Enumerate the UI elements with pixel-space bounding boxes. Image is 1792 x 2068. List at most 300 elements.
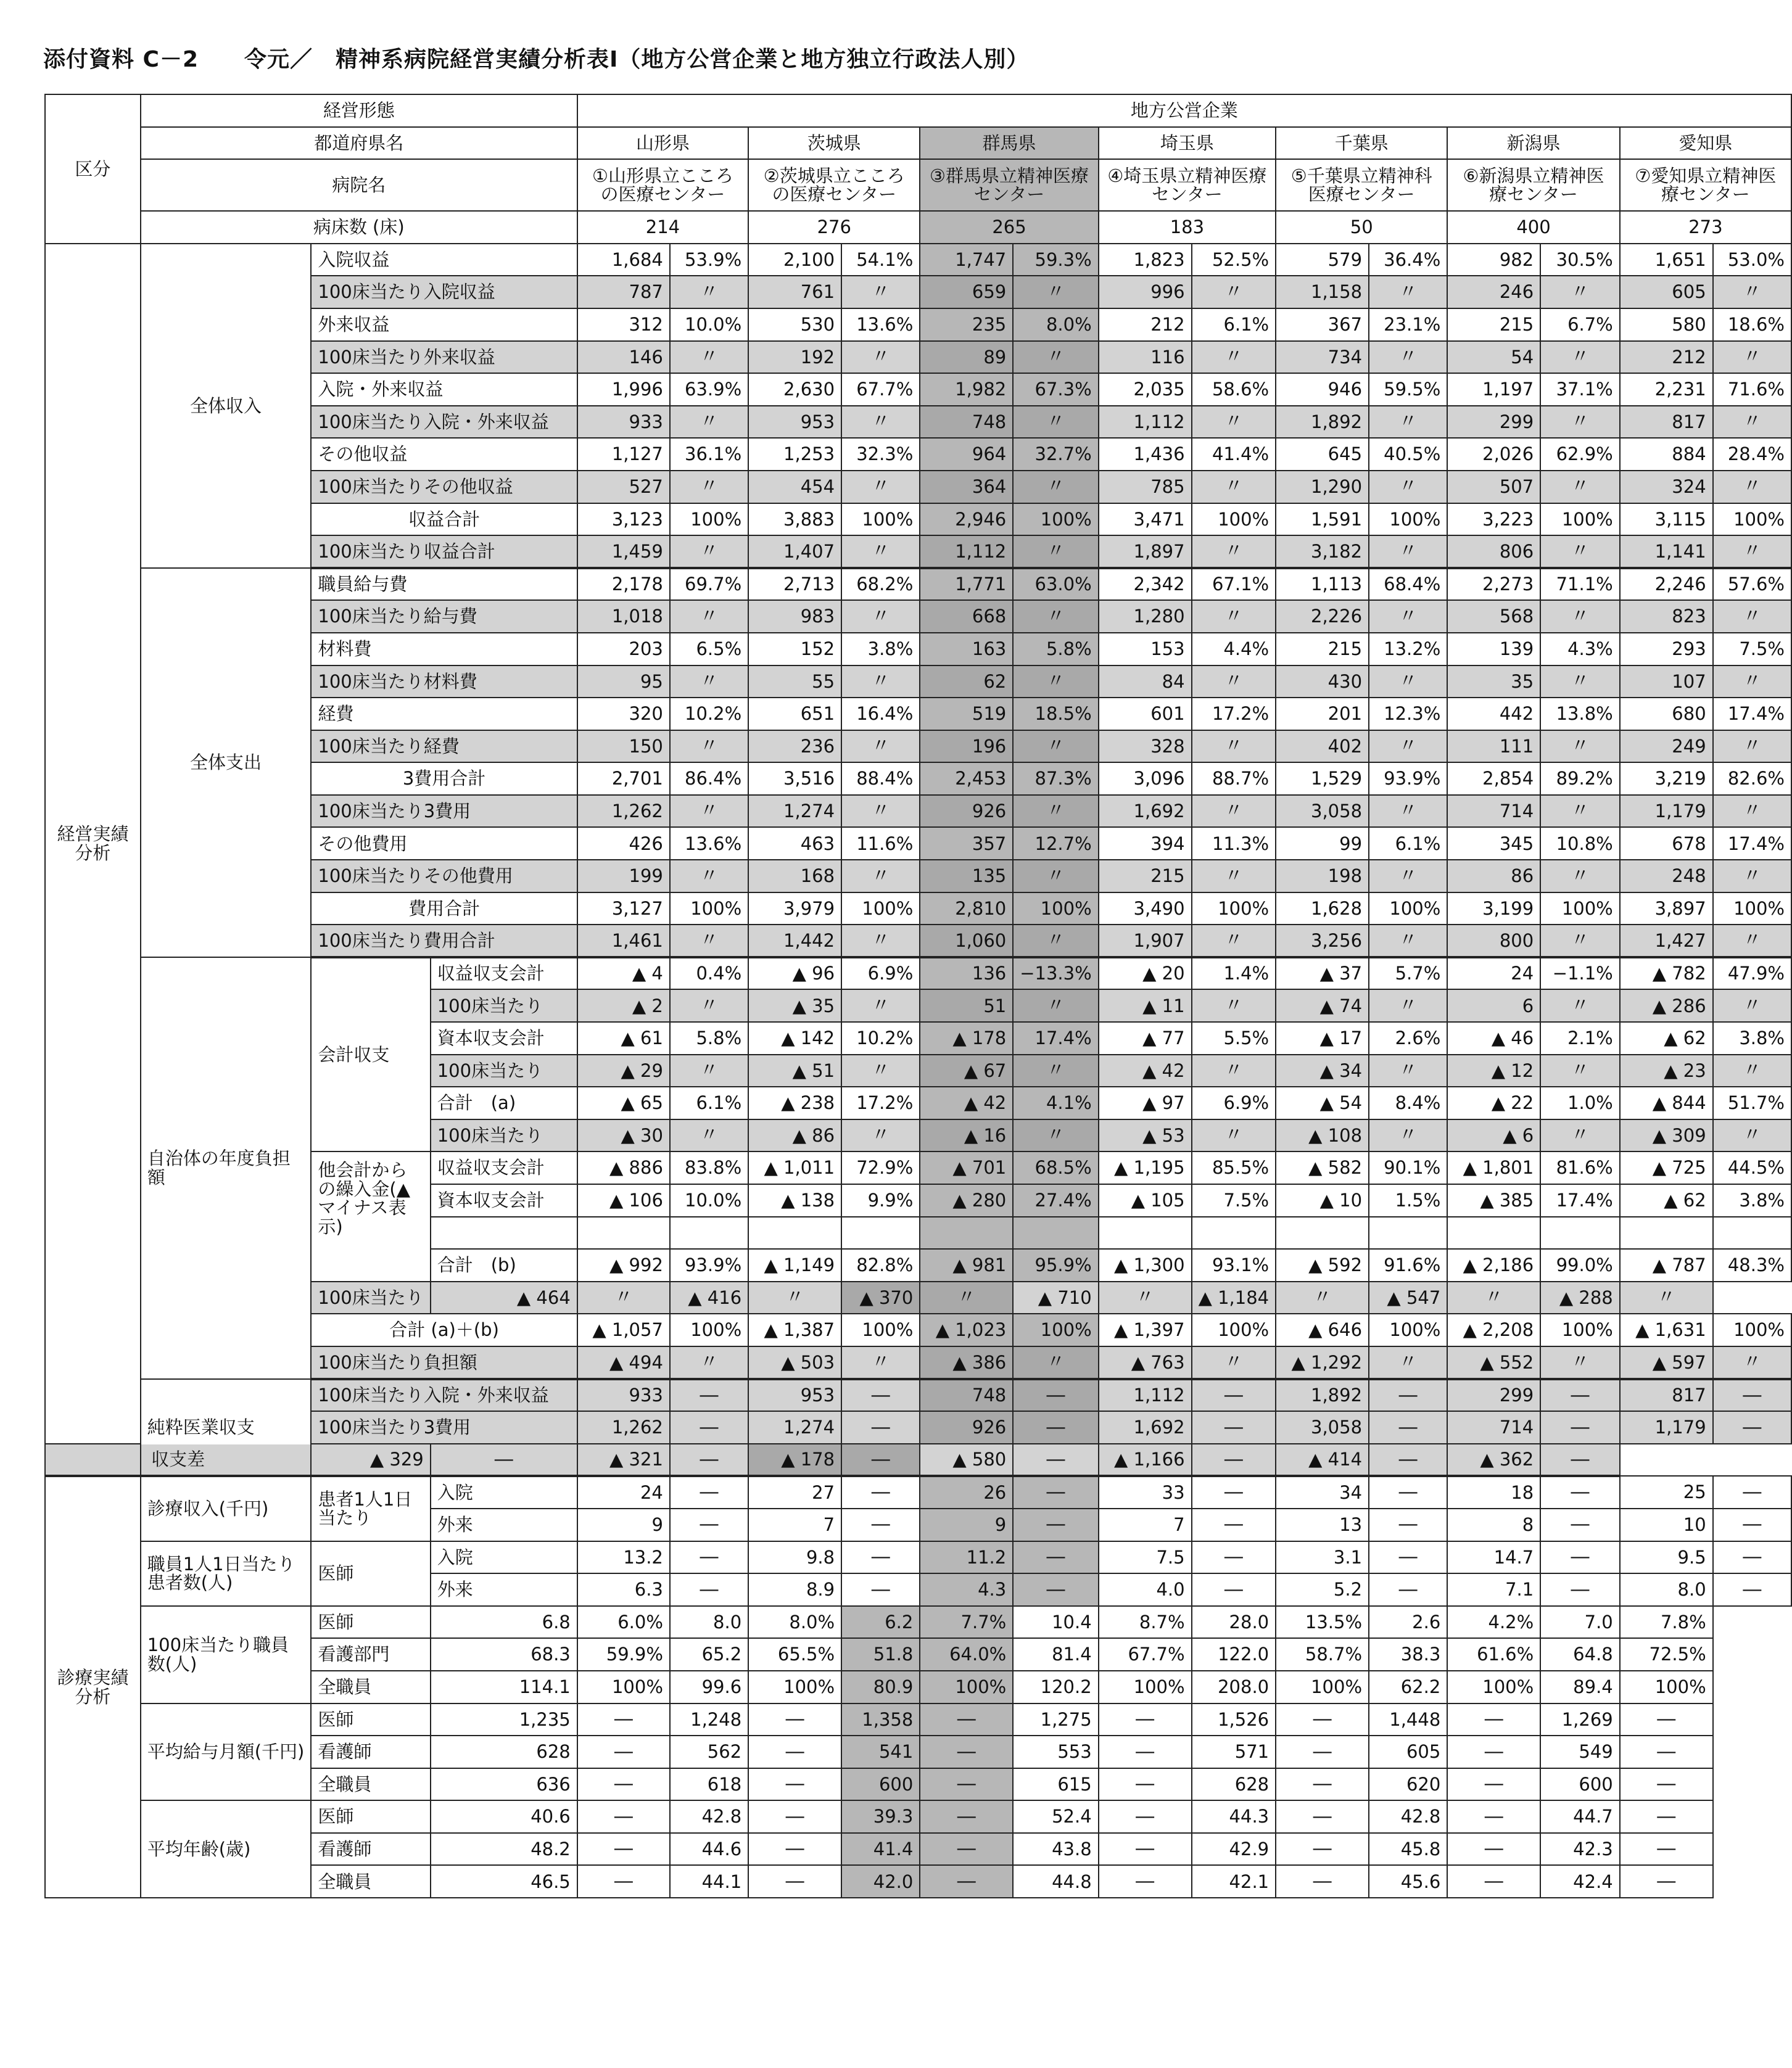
- ratio-cell: 3.8%: [1713, 1022, 1791, 1055]
- value-cell: 2,246: [1620, 568, 1713, 601]
- ratio-cell: 53.9%: [670, 244, 748, 276]
- ratio-cell: 68.5%: [1013, 1151, 1098, 1184]
- ratio-cell: 59.5%: [1369, 373, 1447, 406]
- value-cell: 55: [748, 665, 841, 698]
- ratio-cell: ―: [920, 1736, 1013, 1768]
- value-cell: 3,897: [1620, 892, 1713, 925]
- ratio-cell: 23.1%: [1369, 308, 1447, 341]
- ratio-cell: ―: [1192, 1541, 1276, 1574]
- ratio-cell: ―: [670, 1444, 748, 1477]
- value-cell: 7: [1099, 1509, 1192, 1541]
- value-cell: 13.2: [577, 1541, 670, 1574]
- ratio-cell: 12.7%: [1013, 827, 1098, 860]
- group-jichitai-futan: 自治体の年度負担額: [141, 957, 312, 1379]
- ratio-cell: 58.6%: [1192, 373, 1276, 406]
- value-cell: 54: [1447, 341, 1540, 374]
- ratio-cell: 〃: [841, 925, 920, 957]
- ratio-cell: 〃: [1013, 665, 1098, 698]
- ratio-cell: 44.5%: [1713, 1151, 1791, 1184]
- ratio-cell: 13.5%: [1276, 1606, 1369, 1639]
- value-cell: 2,226: [1276, 600, 1369, 633]
- ratio-cell: 17.2%: [841, 1087, 920, 1119]
- value-cell: 2,713: [748, 568, 841, 601]
- value-cell: 44.7: [1540, 1800, 1620, 1833]
- value-cell: 3,223: [1447, 503, 1540, 536]
- value-cell: 42.0: [841, 1865, 920, 1898]
- ratio-cell: ―: [841, 1573, 920, 1606]
- value-cell: 345: [1447, 827, 1540, 860]
- table-row: [45, 1379, 1791, 1412]
- ratio-cell: ―: [577, 1703, 670, 1736]
- ratio-cell: 100%: [1369, 892, 1447, 925]
- ratio-cell: 88.7%: [1192, 762, 1276, 795]
- ratio-cell: 〃: [1013, 795, 1098, 828]
- value-cell: 7.5: [1099, 1541, 1192, 1574]
- value-cell: ▲ 286: [1620, 989, 1713, 1022]
- value-cell: 884: [1620, 438, 1713, 471]
- row-label: 100床当たり給与費: [311, 600, 577, 633]
- ratio-cell: 6.7%: [1540, 308, 1620, 341]
- ratio-cell: 〃: [841, 795, 920, 828]
- value-cell: ▲ 142: [748, 1022, 841, 1055]
- value-cell: ▲ 62: [1620, 1022, 1713, 1055]
- ratio-cell: 〃: [1192, 276, 1276, 308]
- value-cell: 196: [920, 730, 1013, 763]
- ratio-cell: 64.0%: [920, 1638, 1013, 1671]
- header-pref: 愛知県: [1620, 127, 1791, 160]
- header-bed-count: 276: [748, 211, 920, 244]
- value-cell: 14.7: [1447, 1541, 1540, 1574]
- ratio-cell: 86.4%: [670, 762, 748, 795]
- value-cell: 3,883: [748, 503, 841, 536]
- value-cell: 983: [748, 600, 841, 633]
- row-label: 100床当たり入院収益: [311, 276, 577, 308]
- ratio-cell: ―: [1276, 1800, 1369, 1833]
- ratio-cell: ―: [1620, 1736, 1713, 1768]
- value-cell: ▲ 494: [577, 1346, 670, 1379]
- ratio-cell: 〃: [670, 665, 748, 698]
- value-cell: 3,471: [1099, 503, 1192, 536]
- ratio-cell: 〃: [1013, 1119, 1098, 1152]
- value-cell: 8.0: [1620, 1573, 1713, 1606]
- value-cell: ▲ 464: [431, 1282, 577, 1314]
- value-cell: ▲ 280: [920, 1184, 1013, 1217]
- ratio-cell: ―: [841, 1509, 920, 1541]
- ratio-cell: 100%: [1276, 1671, 1369, 1703]
- value-cell: 2,178: [577, 568, 670, 601]
- row-label: 100床当たり入院・外来収益: [311, 406, 577, 439]
- ratio-cell: 87.3%: [1013, 762, 1098, 795]
- value-cell: 364: [920, 471, 1013, 503]
- ratio-cell: 82.8%: [841, 1249, 920, 1282]
- value-cell: ▲ 42: [1099, 1055, 1192, 1087]
- value-cell: 65.2: [670, 1638, 748, 1671]
- ratio-cell: 〃: [841, 276, 920, 308]
- ratio-cell: ―: [577, 1800, 670, 1833]
- ratio-cell: 41.4%: [1192, 438, 1276, 471]
- value-cell: 44.3: [1192, 1800, 1276, 1833]
- ratio-cell: 85.5%: [1192, 1151, 1276, 1184]
- ratio-cell: 〃: [1713, 925, 1791, 957]
- value-cell: 199: [577, 860, 670, 892]
- ratio-cell: 〃: [1013, 1346, 1098, 1379]
- value-cell: 6.2: [841, 1606, 920, 1639]
- group-takaikei-kurire: 他会計からの繰入金(▲マイナス表示): [311, 1151, 430, 1281]
- ratio-cell: 10.8%: [1540, 827, 1620, 860]
- value-cell: 568: [1447, 600, 1540, 633]
- table-row: [45, 1476, 1791, 1509]
- ratio-cell: 〃: [577, 1282, 670, 1314]
- value-cell: 3,256: [1276, 925, 1369, 957]
- value-cell: 394: [1099, 827, 1192, 860]
- value-cell: 659: [920, 276, 1013, 308]
- ratio-cell: 〃: [1192, 535, 1276, 568]
- value-cell: ▲ 386: [920, 1346, 1013, 1379]
- ratio-cell: 5.8%: [670, 1022, 748, 1055]
- table-row: [45, 1541, 1791, 1574]
- value-cell: 146: [577, 341, 670, 374]
- value-cell: 3,127: [577, 892, 670, 925]
- value-cell: ▲ 580: [920, 1444, 1013, 1477]
- value-cell: 1,127: [577, 438, 670, 471]
- value-cell: 299: [1447, 406, 1540, 439]
- value-cell: 1,112: [1099, 1379, 1192, 1412]
- value-cell: ▲ 51: [748, 1055, 841, 1087]
- ratio-cell: 〃: [841, 730, 920, 763]
- ratio-cell: 7.5%: [1192, 1184, 1276, 1217]
- value-cell: 212: [1099, 308, 1192, 341]
- row-label: 合計 (b): [431, 1249, 577, 1282]
- ratio-cell: 〃: [841, 665, 920, 698]
- ratio-cell: 〃: [1369, 600, 1447, 633]
- ratio-cell: 27.4%: [1013, 1184, 1098, 1217]
- ratio-cell: 63.0%: [1013, 568, 1098, 601]
- value-cell: ▲ 725: [1620, 1151, 1713, 1184]
- value-cell: 11.2: [920, 1541, 1013, 1574]
- ratio-cell: 4.1%: [1013, 1087, 1098, 1119]
- ratio-cell: ―: [748, 1800, 841, 1833]
- ratio-cell: ―: [1620, 1768, 1713, 1801]
- ratio-cell: ―: [1713, 1379, 1791, 1412]
- ratio-cell: 〃: [1713, 276, 1791, 308]
- ratio-cell: 67.3%: [1013, 373, 1098, 406]
- header-bed-count: 400: [1447, 211, 1619, 244]
- value-cell: 27: [748, 1476, 841, 1509]
- ratio-cell: 100%: [1540, 503, 1620, 536]
- value-cell: 6.8: [431, 1606, 577, 1639]
- value-cell: ▲ 787: [1620, 1249, 1713, 1282]
- ratio-cell: 〃: [670, 925, 748, 957]
- value-cell: ▲ 62: [1620, 1184, 1713, 1217]
- ratio-cell: [1540, 1217, 1620, 1250]
- ratio-cell: 〃: [1713, 535, 1791, 568]
- value-cell: 8.0: [670, 1606, 748, 1639]
- ratio-cell: ―: [1013, 1379, 1098, 1412]
- value-cell: 933: [577, 1379, 670, 1412]
- value-cell: 44.1: [670, 1865, 748, 1898]
- ratio-cell: ―: [841, 1476, 920, 1509]
- ratio-cell: ―: [670, 1476, 748, 1509]
- row-label: 看護部門: [311, 1638, 430, 1671]
- ratio-cell: ―: [841, 1379, 920, 1412]
- value-cell: 982: [1447, 244, 1540, 276]
- value-cell: ▲ 67: [920, 1055, 1013, 1087]
- ratio-cell: 6.1%: [1369, 827, 1447, 860]
- value-cell: 402: [1276, 730, 1369, 763]
- value-cell: 926: [920, 1411, 1013, 1444]
- value-cell: ▲ 503: [748, 1346, 841, 1379]
- ratio-cell: ―: [1013, 1509, 1098, 1541]
- ratio-cell: 52.5%: [1192, 244, 1276, 276]
- row-label: 100床当たり材料費: [311, 665, 577, 698]
- value-cell: 215: [1099, 860, 1192, 892]
- ratio-cell: 〃: [841, 535, 920, 568]
- group-kaikei-shushi: 会計収支: [311, 957, 430, 1152]
- value-cell: 153: [1099, 633, 1192, 665]
- header-bed-count: 50: [1276, 211, 1447, 244]
- value-cell: ▲ 1,801: [1447, 1151, 1540, 1184]
- value-cell: 1,060: [920, 925, 1013, 957]
- ratio-cell: 〃: [1192, 795, 1276, 828]
- value-cell: ▲ 16: [920, 1119, 1013, 1152]
- ratio-cell: 〃: [1192, 1055, 1276, 1087]
- row-label: 看護師: [311, 1736, 430, 1768]
- ratio-cell: ―: [1713, 1411, 1791, 1444]
- ratio-cell: 11.6%: [841, 827, 920, 860]
- value-cell: 1,526: [1192, 1703, 1276, 1736]
- ratio-cell: ―: [577, 1736, 670, 1768]
- header-pref: 新潟県: [1447, 127, 1619, 160]
- ratio-cell: 82.6%: [1713, 762, 1791, 795]
- ratio-cell: 71.6%: [1713, 373, 1791, 406]
- ratio-cell: 57.6%: [1713, 568, 1791, 601]
- ratio-cell: 17.4%: [1540, 1184, 1620, 1217]
- ratio-cell: ―: [748, 1736, 841, 1768]
- row-label: 外来: [431, 1509, 577, 1541]
- header-row-pref: [45, 127, 1791, 160]
- ratio-cell: 54.1%: [841, 244, 920, 276]
- value-cell: 426: [577, 827, 670, 860]
- value-cell: 2,100: [748, 244, 841, 276]
- table-row: [45, 568, 1791, 601]
- group-shinryo-shunyu: 診療収入(千円): [141, 1476, 312, 1541]
- ratio-cell: 40.5%: [1369, 438, 1447, 471]
- value-cell: 1,996: [577, 373, 670, 406]
- value-cell: 9.5: [1620, 1541, 1713, 1574]
- ratio-cell: ―: [1447, 1833, 1540, 1866]
- value-cell: 42.4: [1540, 1865, 1620, 1898]
- value-cell: ▲ 782: [1620, 957, 1713, 990]
- value-cell: 25: [1620, 1476, 1713, 1509]
- ratio-cell: 5.5%: [1192, 1022, 1276, 1055]
- ratio-cell: 〃: [748, 1282, 841, 1314]
- ratio-cell: 1.4%: [1192, 957, 1276, 990]
- value-cell: 1,253: [748, 438, 841, 471]
- ratio-cell: ―: [1099, 1800, 1192, 1833]
- ratio-cell: ―: [1276, 1736, 1369, 1768]
- value-cell: ▲ 74: [1276, 989, 1369, 1022]
- header-hospital-name: ②茨城県立こころの医療センター: [748, 159, 920, 211]
- header-hospital-name: ⑦愛知県立精神医療センター: [1620, 159, 1791, 211]
- row-label: 合計 (a)＋(b): [311, 1314, 577, 1346]
- ratio-cell: 7.5%: [1713, 633, 1791, 665]
- value-cell: 1,179: [1620, 795, 1713, 828]
- value-cell: 212: [1620, 341, 1713, 374]
- ratio-cell: 〃: [1540, 795, 1620, 828]
- ratio-cell: 100%: [1713, 1314, 1791, 1346]
- value-cell: 541: [841, 1736, 920, 1768]
- value-cell: ▲ 1,057: [577, 1314, 670, 1346]
- value-cell: 249: [1620, 730, 1713, 763]
- ratio-cell: 100%: [841, 1314, 920, 1346]
- value-cell: ▲ 992: [577, 1249, 670, 1282]
- ratio-cell: 83.8%: [670, 1151, 748, 1184]
- ratio-cell: ―: [1540, 1509, 1620, 1541]
- header-bed-count: 265: [920, 211, 1098, 244]
- value-cell: [1447, 1217, 1540, 1250]
- row-label: 100床当たり経費: [311, 730, 577, 763]
- ratio-cell: ―: [577, 1865, 670, 1898]
- ratio-cell: 〃: [1369, 406, 1447, 439]
- ratio-cell: 〃: [1276, 1282, 1369, 1314]
- ratio-cell: 〃: [1540, 1055, 1620, 1087]
- ratio-cell: 〃: [1540, 665, 1620, 698]
- value-cell: 2.6: [1369, 1606, 1447, 1639]
- value-cell: 42.8: [670, 1800, 748, 1833]
- ratio-cell: 95.9%: [1013, 1249, 1098, 1282]
- ratio-cell: 〃: [670, 795, 748, 828]
- ratio-cell: 1.0%: [1540, 1087, 1620, 1119]
- row-label: 100床当たりその他収益: [311, 471, 577, 503]
- ratio-cell: 〃: [1192, 471, 1276, 503]
- value-cell: 714: [1447, 795, 1540, 828]
- value-cell: 933: [577, 406, 670, 439]
- value-cell: 42.3: [1540, 1833, 1620, 1866]
- value-cell: 42.9: [1192, 1833, 1276, 1866]
- value-cell: 562: [670, 1736, 748, 1768]
- value-cell: 817: [1620, 1379, 1713, 1412]
- ratio-cell: 〃: [1013, 730, 1098, 763]
- ratio-cell: ―: [1013, 1444, 1098, 1477]
- value-cell: 80.9: [841, 1671, 920, 1703]
- ratio-cell: 〃: [1192, 1346, 1276, 1379]
- ratio-cell: 〃: [1713, 989, 1791, 1022]
- ratio-cell: 6.1%: [670, 1087, 748, 1119]
- row-label: 医師: [311, 1800, 430, 1833]
- ratio-cell: 〃: [1192, 860, 1276, 892]
- value-cell: 51: [920, 989, 1013, 1022]
- ratio-cell: ―: [1369, 1509, 1447, 1541]
- value-cell: ▲ 886: [577, 1151, 670, 1184]
- value-cell: ▲ 646: [1276, 1314, 1369, 1346]
- ratio-cell: 〃: [841, 860, 920, 892]
- value-cell: 44.8: [1013, 1865, 1098, 1898]
- value-cell: 2,026: [1447, 438, 1540, 471]
- ratio-cell: 〃: [841, 341, 920, 374]
- value-cell: 45.6: [1369, 1865, 1447, 1898]
- value-cell: [1276, 1217, 1369, 1250]
- value-cell: 946: [1276, 373, 1369, 406]
- value-cell: 2,342: [1099, 568, 1192, 601]
- row-label: 収益収支会計: [431, 957, 577, 990]
- ratio-cell: ―: [841, 1444, 920, 1477]
- ratio-cell: 〃: [1013, 341, 1098, 374]
- header-chihou-koei: 地方公営企業: [577, 94, 1791, 127]
- value-cell: 62: [920, 665, 1013, 698]
- row-label: 入院: [431, 1476, 577, 1509]
- value-cell: ▲ 108: [1276, 1119, 1369, 1152]
- ratio-cell: 12.3%: [1369, 698, 1447, 730]
- ratio-cell: 100%: [1013, 503, 1098, 536]
- ratio-cell: −13.3%: [1013, 957, 1098, 990]
- value-cell: 1,628: [1276, 892, 1369, 925]
- ratio-cell: ―: [1276, 1865, 1369, 1898]
- ratio-cell: 6.9%: [841, 957, 920, 990]
- value-cell: ▲ 1,631: [1620, 1314, 1713, 1346]
- ratio-cell: 10.2%: [841, 1022, 920, 1055]
- ratio-cell: 〃: [1192, 989, 1276, 1022]
- ratio-cell: 67.7%: [1099, 1638, 1192, 1671]
- value-cell: 9.8: [748, 1541, 841, 1574]
- value-cell: 549: [1540, 1736, 1620, 1768]
- ratio-cell: ―: [1192, 1411, 1276, 1444]
- value-cell: 714: [1447, 1411, 1540, 1444]
- value-cell: 324: [1620, 471, 1713, 503]
- value-cell: 1,141: [1620, 535, 1713, 568]
- value-cell: 1,262: [577, 1411, 670, 1444]
- ratio-cell: ―: [1013, 1476, 1098, 1509]
- value-cell: ▲ 4: [577, 957, 670, 990]
- value-cell: 13: [1276, 1509, 1369, 1541]
- ratio-cell: ―: [1713, 1573, 1791, 1606]
- value-cell: ▲ 23: [1620, 1055, 1713, 1087]
- ratio-cell: ―: [1447, 1865, 1540, 1898]
- value-cell: ▲ 321: [577, 1444, 670, 1477]
- ratio-cell: 100%: [1620, 1671, 1713, 1703]
- header-bed-count: 183: [1099, 211, 1276, 244]
- value-cell: 41.4: [841, 1833, 920, 1866]
- row-label: 材料費: [311, 633, 577, 665]
- value-cell: 600: [1540, 1768, 1620, 1801]
- value-cell: 1,018: [577, 600, 670, 633]
- ratio-cell: ―: [1540, 1379, 1620, 1412]
- value-cell: 605: [1369, 1736, 1447, 1768]
- row-label: 収益収支会計: [431, 1151, 577, 1184]
- ratio-cell: 〃: [1447, 1282, 1540, 1314]
- value-cell: 1,358: [841, 1703, 920, 1736]
- analysis-table: [44, 94, 1792, 1898]
- ratio-cell: ―: [670, 1379, 748, 1412]
- value-cell: 1,427: [1620, 925, 1713, 957]
- value-cell: 111: [1447, 730, 1540, 763]
- ratio-cell: 51.7%: [1713, 1087, 1791, 1119]
- ratio-cell: [670, 1217, 748, 1250]
- row-label: 経費: [311, 698, 577, 730]
- value-cell: 823: [1620, 600, 1713, 633]
- row-label: 医師: [311, 1606, 430, 1639]
- ratio-cell: ―: [1099, 1865, 1192, 1898]
- ratio-cell: 68.2%: [841, 568, 920, 601]
- row-label: その他収益: [311, 438, 577, 471]
- ratio-cell: 100%: [920, 1671, 1013, 1703]
- table-row: [45, 1800, 1791, 1833]
- ratio-cell: ―: [1540, 1541, 1620, 1574]
- ratio-cell: 17.2%: [1192, 698, 1276, 730]
- value-cell: 40.6: [431, 1800, 577, 1833]
- value-cell: 2,630: [748, 373, 841, 406]
- value-cell: 3,219: [1620, 762, 1713, 795]
- value-cell: ▲ 46: [1447, 1022, 1540, 1055]
